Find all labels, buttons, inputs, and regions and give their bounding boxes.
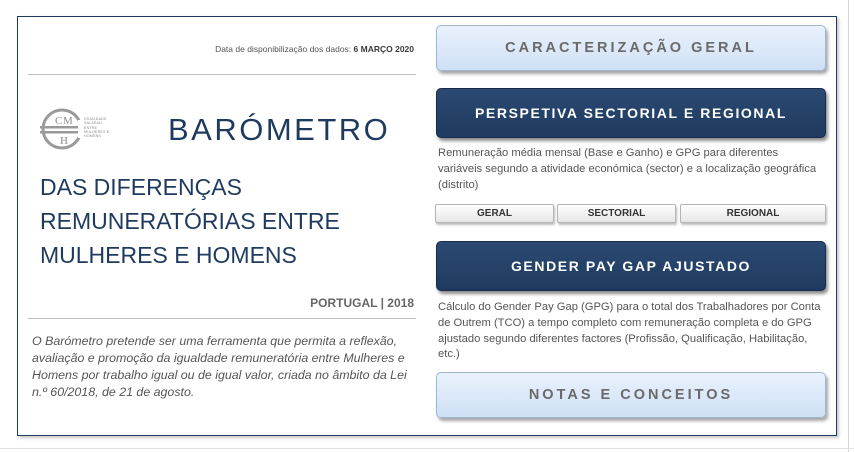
top-divider	[28, 74, 416, 75]
subtitle	[40, 170, 400, 272]
perspetiva-sectorial-regional-button[interactable]: PERSPETIVA SECTORIAL E REGIONAL	[436, 88, 826, 138]
subtitle-line: MULHERES E HOMENS	[40, 242, 297, 268]
gpg-description: Cálculo do Gender Pay Gap (GPG) para o total dos Trabalhadores por Conta de Outrem (TCO) a tempo completo com remuneração completa e do GPG ajustado segundo diferentes factores (Profissão, Qualificação, Habilitação, etc.)	[438, 301, 821, 361]
notas-conceitos-button[interactable]: NOTAS E CONCEITOS	[436, 372, 826, 418]
logo-letter-m: M	[63, 115, 73, 127]
subtitle-line: DAS DIFERENÇAS	[40, 174, 242, 200]
subtitle-line: REMUNERATÓRIAS ENTRE	[40, 208, 340, 234]
caracterizacao-geral-button[interactable]: CARACTERIZAÇÃO GERAL	[436, 25, 826, 71]
data-availability-date: Data de disponibilização dos dados: 6 MARÇO 2020	[215, 44, 414, 54]
bottom-divider	[28, 318, 416, 319]
logo-text: IGUALDADE SALARIAL ENTRE MULHERES E HOMENS	[84, 117, 110, 139]
regional-button[interactable]: REGIONAL	[680, 204, 826, 223]
sectorial-button[interactable]: SECTORIAL	[557, 204, 676, 223]
window-right-edge	[848, 0, 849, 452]
logo-letter-h: H	[60, 135, 68, 147]
perspetiva-description: Remuneração média mensal (Base e Ganho) e GPG para diferentes variáveis segundo a atividade económica (sector) e a localização geográfica (distrito)	[438, 147, 817, 191]
window-bottom-edge	[0, 448, 854, 449]
gender-pay-gap-ajustado-button[interactable]: GENDER PAY GAP AJUSTADO	[436, 241, 826, 291]
logo-letter-c: C	[55, 115, 63, 127]
page-title: BARÓMETRO	[168, 112, 391, 147]
geral-button[interactable]: GERAL	[435, 204, 554, 223]
intro-text: O Barómetro pretende ser uma ferramenta que permita a reflexão, avaliação e promoção da igualdade remuneratória entre Mulheres e Homens por trabalho igual ou de igual valor, criada no âmbito da Lei n.º 60/2018, de 21 de agosto.	[32, 334, 407, 399]
country-year: PORTUGAL | 2018	[310, 296, 414, 310]
